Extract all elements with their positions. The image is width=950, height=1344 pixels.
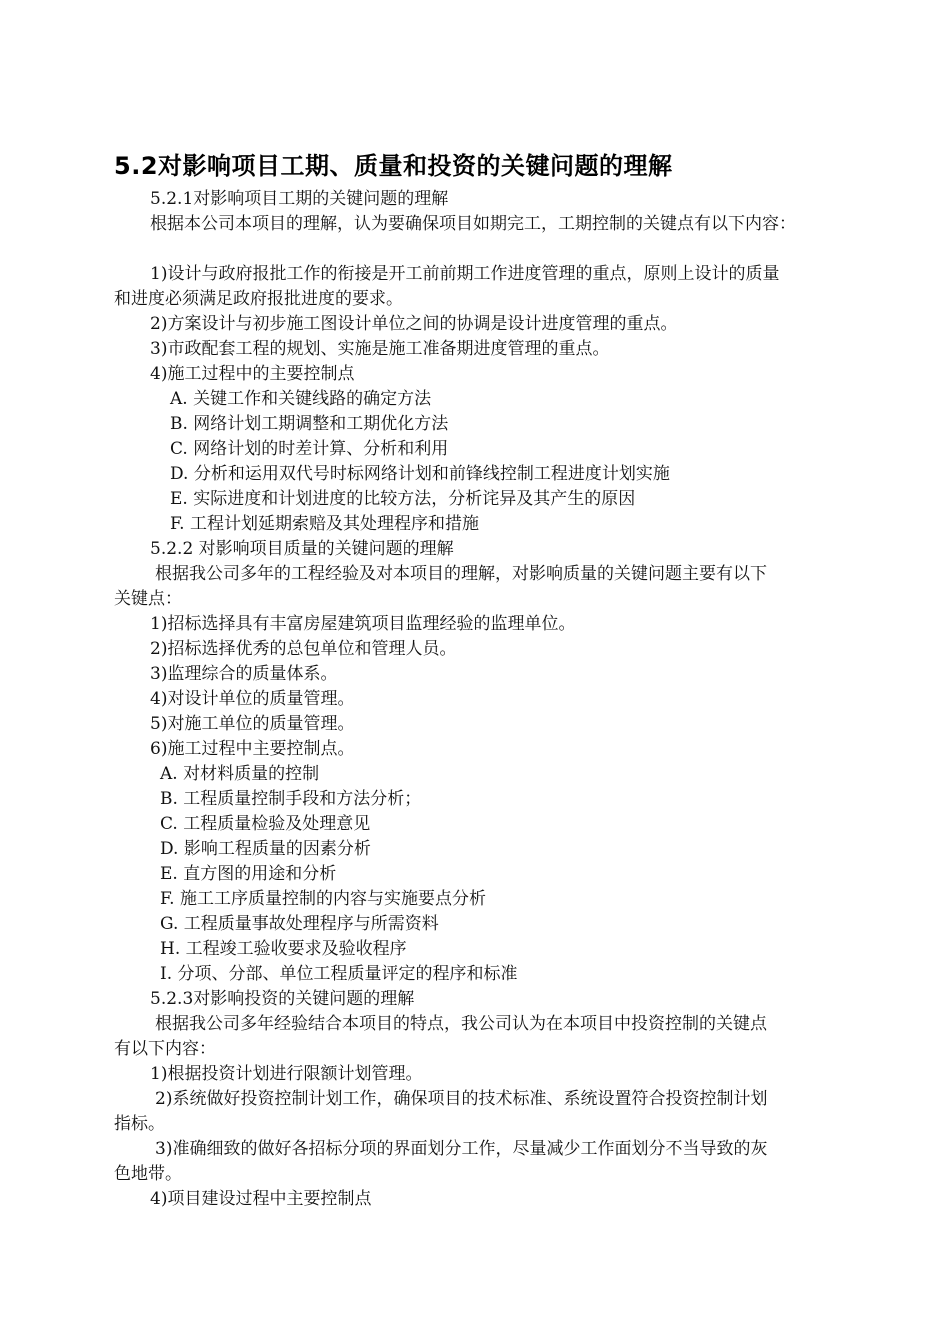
list-item: B. 工程质量控制手段和方法分析； — [160, 789, 422, 809]
list-item: A. 对材料质量的控制 — [160, 764, 320, 784]
paragraph: 4)项目建设过程中主要控制点 — [150, 1189, 372, 1209]
paragraph: 关键点： — [114, 589, 182, 609]
paragraph: 色地带。 — [114, 1164, 182, 1184]
list-item: G. 工程质量事故处理程序与所需资料 — [160, 914, 439, 934]
list-item: H. 工程竣工验收要求及验收程序 — [160, 939, 407, 959]
paragraph: 根据本公司本项目的理解，认为要确保项目如期完工，工期控制的关键点有以下内容： — [150, 214, 796, 234]
paragraph: 根据我公司多年经验结合本项目的特点，我公司认为在本项目中投资控制的关键点 — [155, 1014, 767, 1034]
list-item: C. 工程质量检验及处理意见 — [160, 814, 371, 834]
list-item: A. 关键工作和关键线路的确定方法 — [170, 389, 432, 409]
subsection-title-schedule: 5.2.1对影响项目工期的关键问题的理解 — [150, 189, 449, 209]
list-item: B. 网络计划工期调整和工期优化方法 — [170, 414, 449, 434]
subsection-title-quality: 5.2.2 对影响项目质量的关键问题的理解 — [150, 539, 454, 559]
subsection-title-investment: 5.2.3对影响投资的关键问题的理解 — [150, 989, 415, 1009]
paragraph: 3)市政配套工程的规划、实施是施工准备期进度管理的重点。 — [150, 339, 610, 359]
paragraph: 根据我公司多年的工程经验及对本项目的理解，对影响质量的关键问题主要有以下 — [155, 564, 767, 584]
paragraph: 1)根据投资计划进行限额计划管理。 — [150, 1064, 423, 1084]
list-item: I. 分项、分部、单位工程质量评定的程序和标准 — [160, 964, 518, 984]
paragraph: 指标。 — [114, 1114, 165, 1134]
list-item: E. 直方图的用途和分析 — [160, 864, 337, 884]
paragraph: 3)准确细致的做好各招标分项的界面划分工作，尽量减少工作面划分不当导致的灰 — [155, 1139, 768, 1159]
paragraph: 2)系统做好投资控制计划工作，确保项目的技术标准、系统设置符合投资控制计划 — [155, 1089, 768, 1109]
paragraph: 1)招标选择具有丰富房屋建筑项目监理经验的监理单位。 — [150, 614, 576, 634]
paragraph: 1)设计与政府报批工作的衔接是开工前前期工作进度管理的重点，原则上设计的质量 — [150, 264, 780, 284]
paragraph: 5)对施工单位的质量管理。 — [150, 714, 355, 734]
paragraph: 和进度必须满足政府报批进度的要求。 — [114, 289, 403, 309]
list-item: D. 分析和运用双代号时标网络计划和前锋线控制工程进度计划实施 — [170, 464, 670, 484]
list-item: D. 影响工程质量的因素分析 — [160, 839, 371, 859]
paragraph: 2)方案设计与初步施工图设计单位之间的协调是设计进度管理的重点。 — [150, 314, 678, 334]
paragraph: 2)招标选择优秀的总包单位和管理人员。 — [150, 639, 457, 659]
list-item: F. 工程计划延期索赔及其处理程序和措施 — [170, 514, 479, 534]
paragraph: 4)对设计单位的质量管理。 — [150, 689, 355, 709]
paragraph: 4)施工过程中的主要控制点 — [150, 364, 355, 384]
paragraph: 6)施工过程中主要控制点。 — [150, 739, 355, 759]
paragraph: 3)监理综合的质量体系。 — [150, 664, 338, 684]
section-heading: 5.2对影响项目工期、质量和投资的关键问题的理解 — [114, 152, 673, 180]
list-item: E. 实际进度和计划进度的比较方法，分析诧异及其产生的原因 — [170, 489, 636, 509]
list-item: C. 网络计划的时差计算、分析和利用 — [170, 439, 449, 459]
paragraph: 有以下内容： — [114, 1039, 216, 1059]
list-item: F. 施工工序质量控制的内容与实施要点分析 — [160, 889, 486, 909]
